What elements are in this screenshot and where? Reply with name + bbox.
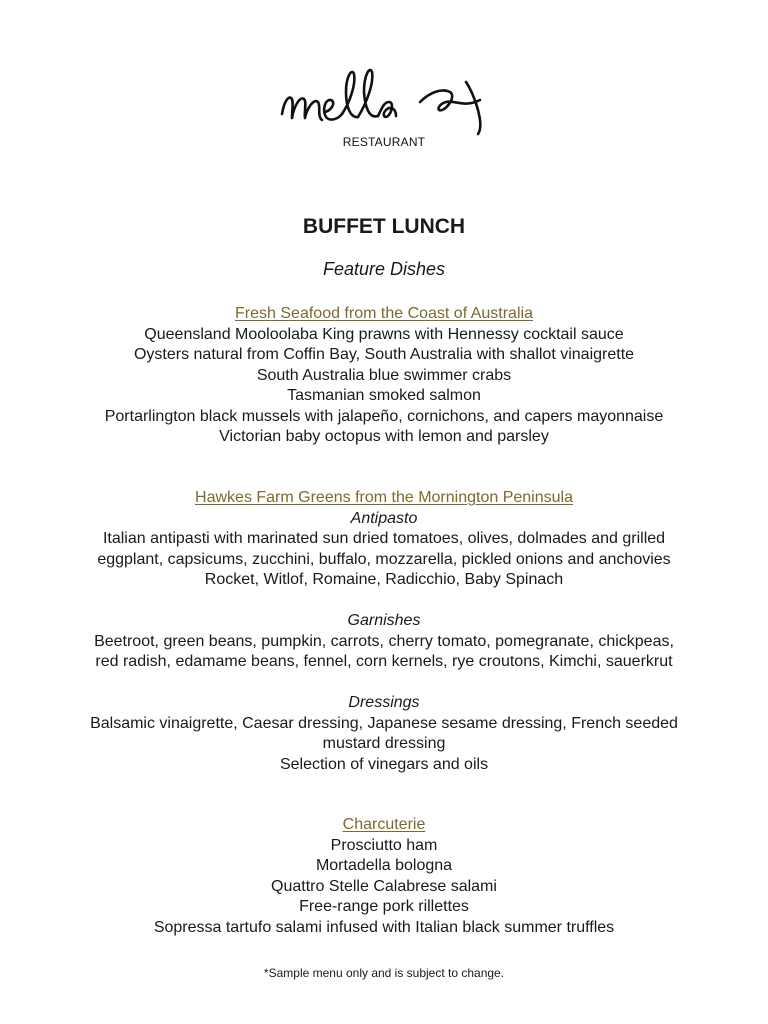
menu-item: Queensland Mooloolaba King prawns with Hennessy cocktail sauce: [144, 325, 624, 343]
menu-item: Portarlington black mussels with jalapeño, cornichons, and capers mayonnaise: [104, 407, 664, 425]
greens-heading: Hawkes Farm Greens from the Mornington Peninsula: [195, 489, 573, 506]
menu-line: Balsamic vinaigrette, Caesar dressing, Japanese sesame dressing, French seeded: [90, 714, 678, 732]
menu-item: Free-range pork rillettes: [299, 898, 469, 915]
restaurant-logo: [270, 62, 498, 152]
charcuterie-section: [40, 815, 728, 938]
page-title: BUFFET LUNCH: [302, 215, 466, 238]
seafood-section: [40, 304, 728, 448]
seafood-heading: Fresh Seafood from the Coast of Australia: [235, 305, 533, 322]
menu-line: Italian antipasti with marinated sun dried tomatoes, olives, dolmades and grilled: [102, 530, 666, 547]
menu-item: South Australia blue swimmer crabs: [256, 366, 512, 384]
disclaimer-footnote: *Sample menu only and is subject to change.: [263, 966, 505, 980]
menu-line: Selection of vinegars and oils: [279, 755, 489, 773]
page-subtitle: Feature Dishes: [322, 259, 446, 279]
menu-line: mustard dressing: [322, 735, 446, 752]
charcuterie-heading: Charcuterie: [342, 816, 426, 833]
menu-item: Tasmanian smoked salmon: [287, 387, 481, 404]
menu-item: Sopressa tartufo salami infused with Italian black summer truffles: [153, 918, 615, 936]
menu-item: Prosciutto ham: [330, 836, 438, 854]
menu-item: Victorian baby octopus with lemon and parsley: [219, 428, 549, 445]
menu-item: Oysters natural from Coffin Bay, South Australia with shallot vinaigrette: [133, 346, 635, 363]
menu-line: Beetroot, green beans, pumpkin, carrots, cherry tomato, pomegranate, chickpeas,: [94, 632, 674, 650]
menu-item: Mortadella bologna: [315, 857, 453, 874]
garnishes-heading: Garnishes: [347, 612, 421, 629]
menu-item: Quattro Stelle Calabrese salami: [271, 877, 497, 895]
mella-script-logo: [270, 62, 498, 137]
dressings-heading: Dressings: [348, 694, 420, 711]
spacer: [40, 673, 728, 694]
menu-line: Rocket, Witlof, Romaine, Radicchio, Baby Spinach: [204, 571, 564, 588]
greens-section: [40, 488, 728, 775]
menu-line: red radish, edamame beans, fennel, corn kernels, rye croutons, Kimchi, sauerkrut: [95, 653, 673, 670]
menu-line: eggplant, capsicums, zucchini, buffalo, mozzarella, pickled onions and anchovies: [97, 550, 671, 568]
spacer: [40, 591, 728, 612]
antipasto-heading: Antipasto: [350, 509, 418, 527]
logo-restaurant-label: RESTAURANT: [342, 135, 426, 149]
